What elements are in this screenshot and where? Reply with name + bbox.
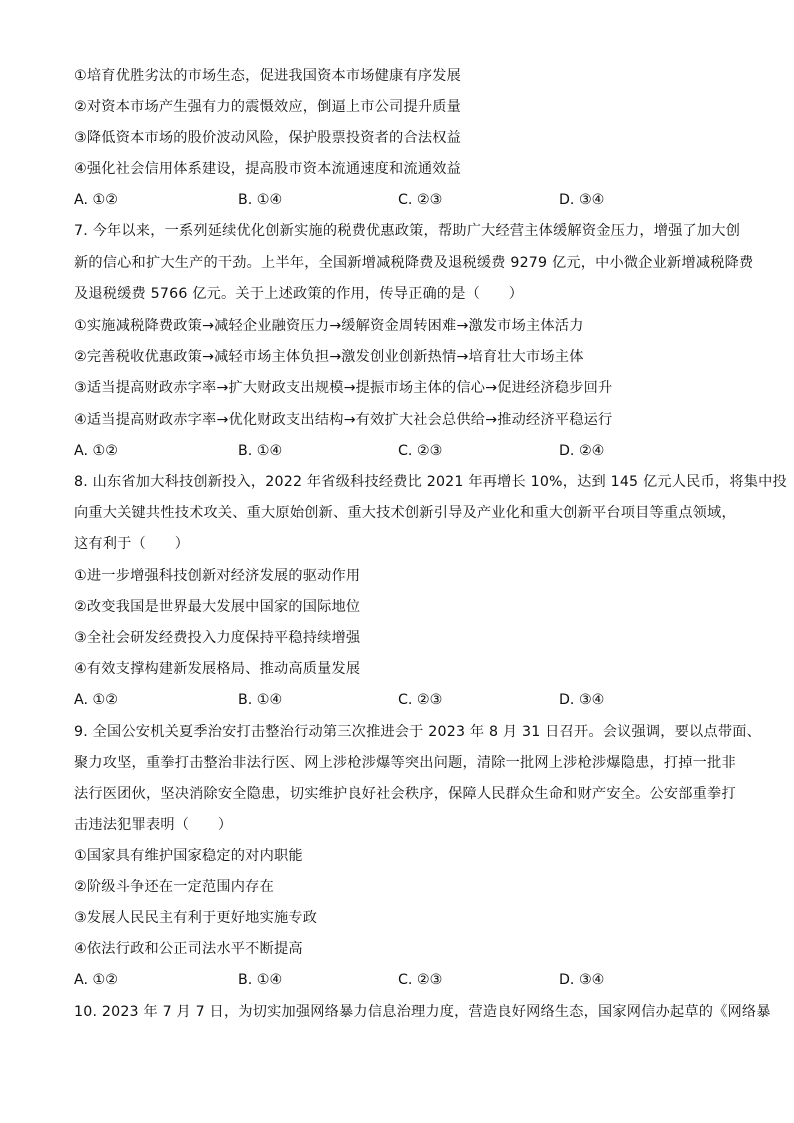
q7-item-3: ③适当提高财政赤字率→扩大财政支出规模→提振市场主体的信心→促进经济稳步回升	[74, 380, 613, 396]
q8-item-1: ①进一步增强科技创新对经济发展的驱动作用	[74, 568, 361, 584]
q9-stem-line-1: 9. 全国公安机关夏季治安打击整治行动第三次推进会于 2023 年 8 月 31 日召开。会议强调，要以点带面、	[74, 724, 761, 740]
q9-item-3: ③发展人民民主有利于更好地实施专政	[74, 910, 318, 926]
q6-option-b[interactable]: B. ①④	[238, 192, 283, 208]
q8-stem-line-1: 8. 山东省加大科技创新投入，2022 年省级科技经费比 2021 年再增长 10%，达到 145 亿元人民币，将集中投	[74, 474, 787, 490]
q9-option-b[interactable]: B. ①④	[238, 972, 283, 988]
q8-option-b[interactable]: B. ①④	[238, 692, 283, 708]
q9-item-2: ②阶级斗争还在一定范围内存在	[74, 879, 274, 895]
q7-option-a[interactable]: A. ①②	[74, 443, 118, 459]
q9-item-1: ①国家具有维护国家稳定的对内职能	[74, 848, 303, 864]
q9-stem-line-4: 击违法犯罪表明（ ）	[74, 817, 233, 833]
q7-stem-line-2: 新的信心和扩大生产的干劲。上半年，全国新增减税降费及退税缓费 9279 亿元，中小微企业新增减税降费	[74, 255, 754, 271]
q7-option-d[interactable]: D. ②④	[559, 443, 605, 459]
q8-options	[74, 690, 734, 710]
q9-option-a[interactable]: A. ①②	[74, 972, 118, 988]
q8-option-a[interactable]: A. ①②	[74, 692, 118, 708]
q8-item-2: ②改变我国是世界最大发展中国家的国际地位	[74, 599, 361, 615]
q6-option-a[interactable]: A. ①②	[74, 192, 118, 208]
q9-option-d[interactable]: D. ③④	[559, 972, 605, 988]
q8-option-c[interactable]: C. ②③	[398, 692, 443, 708]
q7-item-4: ④适当提高财政赤字率→优化财政支出结构→有效扩大社会总供给→推动经济平稳运行	[74, 412, 613, 428]
q10-stem-line-1: 10. 2023 年 7 月 7 日，为切实加强网络暴力信息治理力度，营造良好网络生态，国家网信办起草的《网络暴	[74, 1004, 771, 1020]
q7-options	[74, 441, 734, 461]
q8-item-4: ④有效支撑构建新发展格局、推动高质量发展	[74, 661, 361, 677]
q7-item-2: ②完善税收优惠政策→减轻市场主体负担→激发创业创新热情→培育壮大市场主体	[74, 349, 584, 365]
q9-options	[74, 970, 734, 990]
q7-item-1: ①实施减税降费政策→减轻企业融资压力→缓解资金周转困难→激发市场主体活力	[74, 318, 584, 334]
q9-item-4: ④依法行政和公正司法水平不断提高	[74, 941, 303, 957]
q6-option-c[interactable]: C. ②③	[398, 192, 443, 208]
q8-stem-line-2: 向重大关键共性技术攻关、重大原始创新、重大技术创新引导及产业化和重大创新平台项目等重点领域，	[74, 505, 736, 521]
q6-item-2: ②对资本市场产生强有力的震慑效应，倒逼上市公司提升质量	[74, 99, 461, 115]
q7-option-c[interactable]: C. ②③	[398, 443, 443, 459]
q6-option-d[interactable]: D. ③④	[559, 192, 605, 208]
q6-options	[74, 190, 734, 210]
q8-item-3: ③全社会研发经费投入力度保持平稳持续增强	[74, 630, 361, 646]
q9-stem-line-2: 聚力攻坚，重拳打击整治非法行医、网上涉枪涉爆等突出问题，清除一批网上涉枪涉爆隐患，打掉一批非	[74, 755, 736, 771]
q7-stem-line-3: 及退税缓费 5766 亿元。关于上述政策的作用，传导正确的是（ ）	[74, 286, 524, 302]
q9-stem-line-3: 法行医团伙，坚决消除安全隐患，切实维护良好社会秩序，保障人民群众生命和财产安全。公安部重拳打	[74, 786, 736, 802]
q6-item-4: ④强化社会信用体系建设，提高股市资本流通速度和流通效益	[74, 161, 461, 177]
q8-option-d[interactable]: D. ③④	[559, 692, 605, 708]
q7-option-b[interactable]: B. ①④	[238, 443, 283, 459]
q6-item-1: ①培育优胜劣汰的市场生态，促进我国资本市场健康有序发展	[74, 68, 461, 84]
q9-option-c[interactable]: C. ②③	[398, 972, 443, 988]
q8-stem-line-3: 这有利于（ ）	[74, 536, 190, 552]
q7-stem-line-1: 7. 今年以来，一系列延续优化创新实施的税费优惠政策，帮助广大经营主体缓解资金压力，增强了加大创	[74, 223, 741, 239]
q6-item-3: ③降低资本市场的股价波动风险，保护股票投资者的合法权益	[74, 130, 461, 146]
